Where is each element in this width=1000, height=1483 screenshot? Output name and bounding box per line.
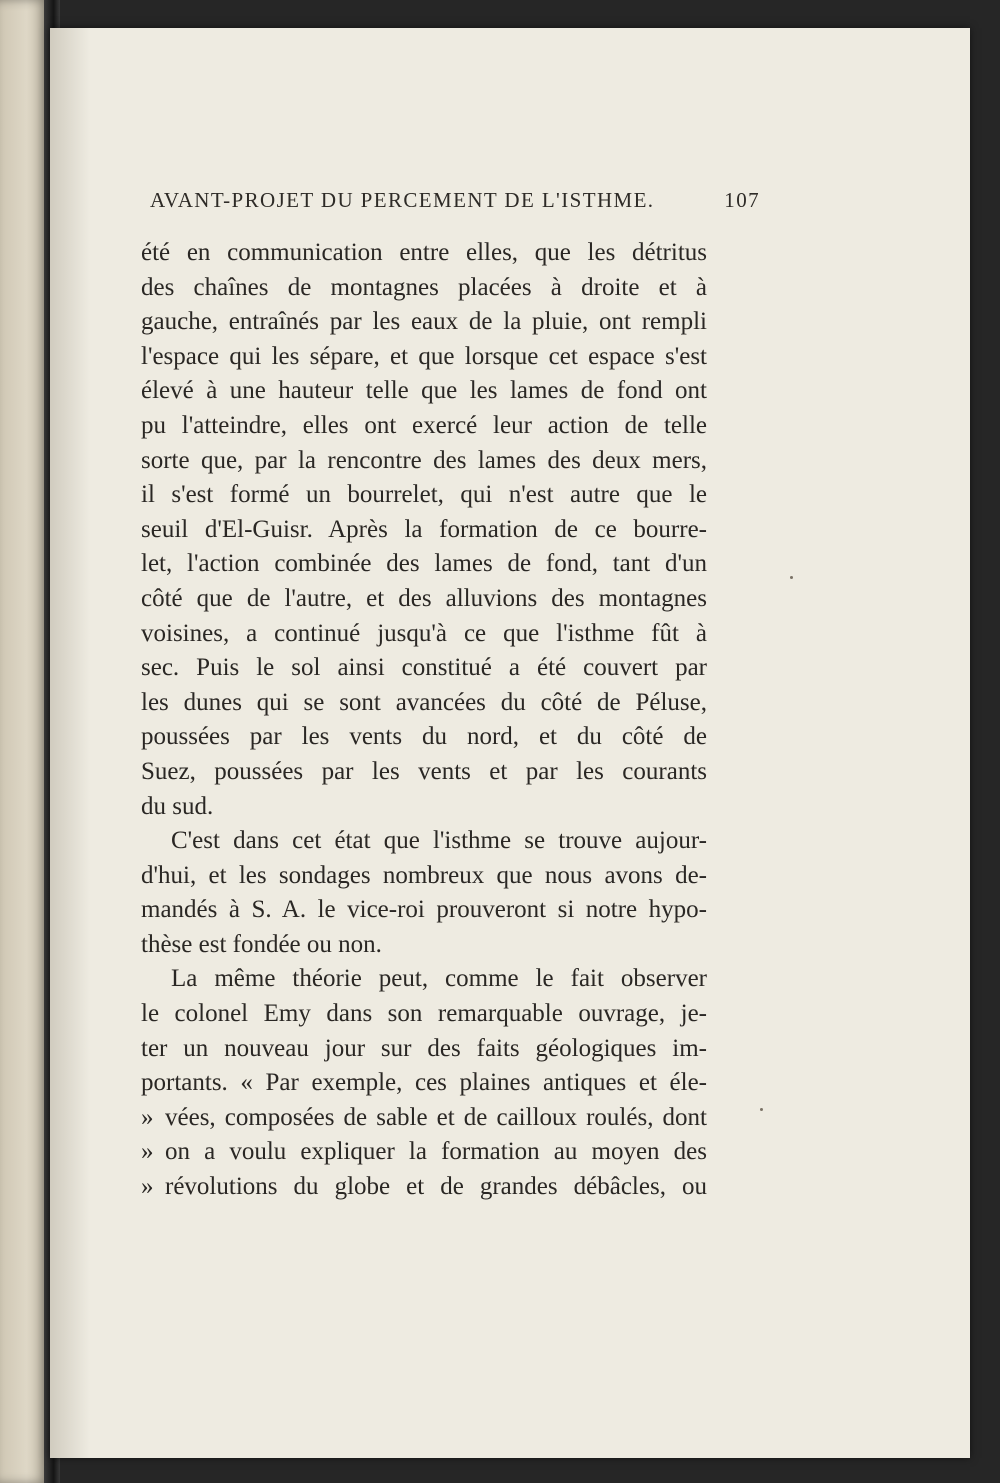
paper-speck bbox=[760, 1108, 763, 1111]
quoted-line bbox=[141, 1101, 707, 1136]
text-line: pu l'atteindre, elles ont exercé leur action de telle bbox=[141, 411, 707, 439]
text-line: seuil d'El-Guisr. Après la formation de ce bourre- bbox=[141, 515, 707, 543]
text-line: La même théorie peut, comme le fait observer bbox=[171, 965, 707, 993]
running-head bbox=[150, 178, 760, 218]
gutter-shadow bbox=[50, 28, 90, 1458]
page-number: 107 bbox=[724, 188, 760, 212]
quoted-line-text: vées, composées de sable et de cailloux roulés, dont bbox=[165, 1103, 707, 1131]
text-line: d'hui, et les sondages nombreux que nous avons de- bbox=[141, 861, 707, 889]
text-line: sorte que, par la rencontre des lames des deux mers, bbox=[141, 446, 707, 474]
text-line: let, l'action combinée des lames de fond, tant d'un bbox=[141, 550, 707, 578]
text-line: des chaînes de montagnes placées à droite et à bbox=[141, 273, 707, 301]
text-line: portants. « Par exemple, ces plaines antiques et éle- bbox=[141, 1069, 707, 1097]
quoted-line bbox=[141, 1170, 707, 1205]
text-line: sec. Puis le sol ainsi constitué a été couvert par bbox=[141, 654, 707, 682]
text-line: Suez, poussées par les vents et par les courants bbox=[141, 757, 707, 785]
quoted-line bbox=[141, 1135, 707, 1170]
text-line: du sud. bbox=[141, 792, 214, 820]
text-line: il s'est formé un bourrelet, qui n'est autre que le bbox=[141, 481, 707, 509]
paper-speck bbox=[790, 576, 793, 579]
quote-mark: » bbox=[141, 1103, 154, 1131]
text-line: C'est dans cet état que l'isthme se trouve aujour- bbox=[171, 827, 707, 855]
text-line: élevé à une hauteur telle que les lames de fond ont bbox=[141, 377, 707, 405]
text-line: poussées par les vents du nord, et du côté de bbox=[141, 723, 707, 751]
text-line: l'espace qui les sépare, et que lorsque cet espace s'est bbox=[141, 342, 707, 370]
facing-page-edge bbox=[0, 0, 48, 1483]
text-line: thèse est fondée ou non. bbox=[141, 930, 382, 958]
text-line: voisines, a continué jusqu'à ce que l'isthme fût à bbox=[141, 619, 707, 647]
text-line: le colonel Emy dans son remarquable ouvrage, je- bbox=[141, 1000, 707, 1028]
quote-mark: » bbox=[141, 1173, 154, 1201]
text-line: mandés à S. A. le vice-roi prouveront si notre hypo- bbox=[141, 896, 707, 924]
text-line: gauche, entraînés par les eaux de la pluie, ont rempli bbox=[141, 308, 707, 336]
text-line: ter un nouveau jour sur des faits géologiques im- bbox=[141, 1034, 707, 1062]
text-line: côté que de l'autre, et des alluvions des montagnes bbox=[141, 584, 707, 612]
quoted-line-text: révolutions du globe et de grandes débâcles, ou bbox=[165, 1173, 707, 1201]
text-line: été en communication entre elles, que les détritus bbox=[141, 239, 707, 266]
quote-mark: » bbox=[141, 1138, 154, 1166]
body-text bbox=[141, 236, 707, 1205]
text-line: les dunes qui se sont avancées du côté de Péluse, bbox=[141, 688, 707, 716]
running-head-title: AVANT-PROJET DU PERCEMENT DE L'ISTHME. bbox=[150, 188, 655, 212]
quoted-line-text: on a voulu expliquer la formation au moyen des bbox=[165, 1138, 707, 1166]
